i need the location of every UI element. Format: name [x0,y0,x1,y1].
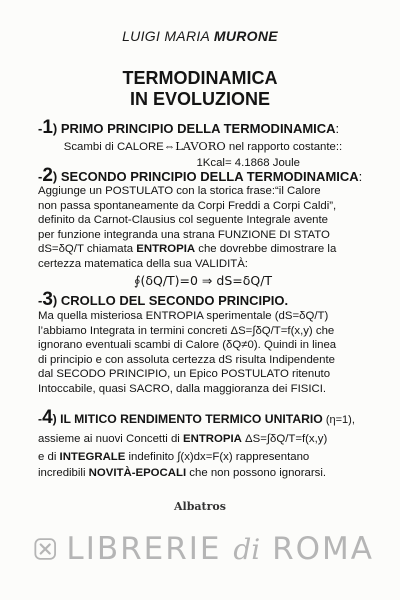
section-3-line-6: Intoccabile, quasi SACRO, dalla maggioranza dei FISICI. [38,382,327,395]
section-1-number: 1 [42,117,53,138]
section-2-formula: ∮(δQ/T)=0 ⇒ dS=δQ/T [133,273,273,288]
section-2-line-1: Aggiunge un POSTULATO con la storica frase:“il Calore [38,185,321,197]
section-2 [38,165,368,288]
author-first: LUIGI MARIA [122,28,214,44]
book-title [0,68,400,110]
watermark-x-icon [34,524,56,574]
section-4-line-3: incredibili NOVITÀ-EPOCALI che non possono ignorarsi. [38,467,327,479]
section-1 [38,117,368,170]
author-last: MURONE [213,28,278,44]
author-name [0,28,400,44]
section-4-line-2: e di INTEGRALE indefinito ∫(x)dx=F(x) rappresentano [38,450,310,463]
section-2-line-4: per funzione integranda una strana FUNZIONE DI STATO [38,228,330,241]
section-4-number: 4 [42,407,53,428]
section-1-heading: -1) PRIMO PRINCIPIO DELLA TERMODINAMICA: [38,117,340,138]
section-2-line-5: dS=δQ/T chiamata ENTROPIA che dovrebbe dimostrare la [38,243,337,255]
section-3-number: 3 [42,289,53,310]
section-3-heading: -3) CROLLO DEL SECONDO PRINCIPIO. [38,289,289,310]
title-line-2: IN EVOLUZIONE [129,89,270,109]
section-2-number: 2 [42,165,53,186]
section-3-line-4: di principio e con assoluta certezza dS risulta Indipendente [38,353,335,366]
section-2-line-6: certezza matematica della sua VALIDITÀ: [38,257,248,270]
section-2-heading: -2) SECONDO PRINCIPIO DELLA TERMODINAMICA: [38,165,363,186]
section-4-heading: -4) IL MITICO RENDIMENTO TERMICO UNITARIO (η=1), [38,407,355,428]
section-3-line-3: ignorano eventuali scambi di Calore (δQ≠0). Quindi in linea [38,339,337,351]
section-3-line-2: l’abbiamo Integrata in termini concreti ΔS=∫δQ/T=f(x,y) che [38,324,335,337]
section-3-line-5: dal SECODO PRINCIPIO, un Epico POSTULATO ritenuto [38,368,331,380]
section-2-line-3: definito da Carnot-Clausius col seguente Integrale avente [38,214,329,226]
watermark-text: LIBRERIE di ROMA [66,531,374,567]
section-3 [38,289,368,396]
section-1-line-2: 1Kcal= 4.1868 Joule [196,156,300,169]
title-line-1: TERMODINAMICA [122,68,278,88]
watermark [34,522,374,576]
section-1-line-1: Scambi di CALORE⇔LAVORO nel rapporto costante:: [63,139,343,153]
publisher-logo: Albatros [174,500,226,513]
section-3-line-1: Ma quella misteriosa ENTROPIA sperimentale (dS=δQ/T) [38,310,329,322]
section-4-line-1: assieme ai nuovi Concetti di ENTROPIA ΔS=∫δQ/T=f(x,y) [38,433,328,445]
section-2-line-2: non passa spontaneamente da Corpi Freddi a Corpi Caldi”, [38,199,337,212]
section-4 [38,407,368,481]
